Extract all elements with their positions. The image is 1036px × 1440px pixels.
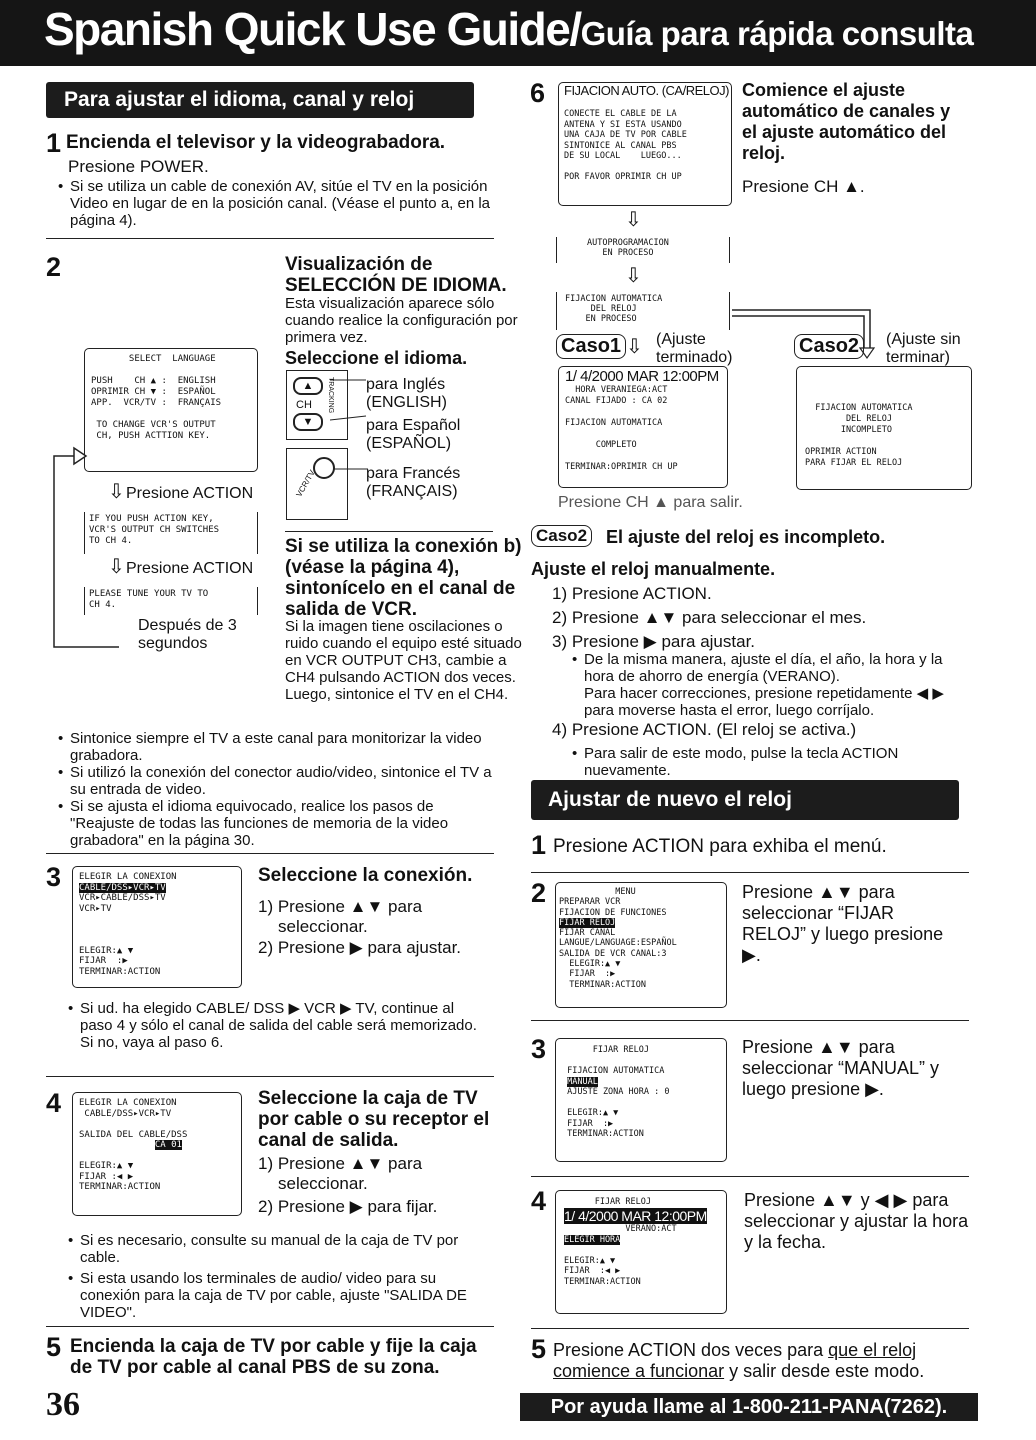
step2-number: 2 <box>46 252 62 282</box>
reset-step5-text-a: Presione ACTION dos veces para <box>553 1340 829 1360</box>
ch-down-button-icon: ▼ <box>293 413 323 431</box>
caso2-osd: FIJACION AUTOMATICA DEL RELOJ INCOMPLETO OPRIMIR ACTION PARA FIJAR EL RELOJ <box>796 366 972 490</box>
step1-note: • Si se utiliza un cable de conexión AV, sitúe el TV en la posición Video en lugar de en la posición canal. (Véase el punto a, en la página 4). <box>58 178 526 229</box>
step2-sub: Seleccione el idioma. <box>285 348 468 368</box>
osd-selected-item: FIJAR RELOJ <box>559 917 616 928</box>
reset-step5-text <box>553 1340 973 1382</box>
reset-step2-number: 2 <box>531 878 547 908</box>
down-arrow-icon: ⇩ <box>108 481 125 503</box>
step6-number: 6 <box>530 78 546 108</box>
divider <box>531 1020 969 1021</box>
manual-step-1: 1) Presione ACTION. <box>552 584 712 603</box>
step4-instruction-1: 1) Presione ▲▼ para seleccionar. <box>258 1154 423 1193</box>
step4-note: • Si es necesario, consulte su manual de la caja de TV por cable. <box>68 1232 478 1266</box>
lang-french: para Francés (FRANÇAIS) <box>366 465 461 500</box>
manual-step-2: 2) Presione ▲▼ para seleccionar el mes. <box>552 608 867 627</box>
divider <box>46 853 494 854</box>
divider <box>46 238 494 239</box>
step3-number: 3 <box>46 862 62 892</box>
ch-up-button-icon: ▲ <box>293 377 323 395</box>
down-arrow-icon: ⇩ <box>626 336 643 358</box>
reset-step4-number: 4 <box>531 1186 547 1216</box>
divider <box>285 531 493 532</box>
osd-clock: 1/ 4/2000 MAR 12:00PM <box>565 368 719 385</box>
osd-line: AJUSTE ZONA HORA : 0 ELEGIR:▲ ▼ FIJAR :▶ TERMINAR:ACTION <box>567 1087 670 1139</box>
caso1-label: (Ajuste terminado) <box>656 331 733 366</box>
action-osd-1: IF YOU PUSH ACTION KEY, VCR'S OUTPUT CH SWITCHES TO CH 4. <box>84 512 258 554</box>
connection-b-title: Si se utiliza la conexión b) (véase la página 4), sintonícelo en el canal de salida de VCR. <box>285 536 522 620</box>
osd-clock: 1/ 4/2000 MAR 12:00PM <box>564 1207 707 1224</box>
step5-number: 5 <box>46 1332 62 1362</box>
callout-lines <box>330 376 370 436</box>
osd-title: FIJACION AUTO. (CA/RELOJ) <box>564 83 729 98</box>
manual-step-3-note: • De la misma manera, ajuste el día, el año, la hora y la hora de ahorro de energía (VERANO). Para hacer correcciones, presione repetidamente ◀ ▶ para moverse hasta el error, luego corríjalo. <box>572 651 972 719</box>
title-main: Spanish Quick Use Guide/ <box>44 3 581 55</box>
reset-step3-text: Presione ▲▼ para seleccionar “MANUAL” y luego presione ▶. <box>742 1037 940 1099</box>
note-item: • Si utilizó la conexión del conector audio/video, sintonice el TV a su entrada de video. <box>58 764 498 798</box>
after-seconds: Después de 3 segundos <box>138 617 237 652</box>
clock-set-osd <box>555 1038 727 1162</box>
step3-instruction-2: 2) Presione ▶ para ajustar. <box>258 938 462 957</box>
press-action-1: Presione ACTION <box>126 485 254 502</box>
auto-set-osd <box>558 82 732 206</box>
reset-step1-number: 1 <box>531 830 547 860</box>
caso2-badge: Caso2 <box>794 334 864 359</box>
osd-line: FIJAR RELOJ <box>564 1197 651 1207</box>
title-sub: Guía para rápida consulta <box>580 15 974 52</box>
vcrtv-label: VCR/TV <box>294 468 317 499</box>
section-band-language: Para ajustar el idioma, canal y reloj <box>46 82 474 118</box>
clock-date-osd <box>555 1190 727 1314</box>
autoprogram-osd: AUTOPROGRAMACION EN PROCESO <box>556 237 730 263</box>
osd-selected-item: MANUAL <box>567 1076 598 1087</box>
divider <box>531 1328 969 1329</box>
tracking-label: TRACKING <box>327 377 334 414</box>
step1-number: 1 <box>46 128 62 158</box>
clock-process-osd: FIJACION AUTOMATICA DEL RELOJ EN PROCESO <box>556 292 730 330</box>
caso1-osd <box>558 366 728 488</box>
connection-osd <box>72 866 242 988</box>
caso1-badge: Caso1 <box>556 334 626 359</box>
ch-label: CH <box>296 399 312 411</box>
divider <box>46 1076 494 1077</box>
reset-step1-text: Presione ACTION para exhiba el menú. <box>553 836 887 857</box>
manual-step-4-note: • Para salir de este modo, pulse la tecla ACTION nuevamente. <box>572 745 902 779</box>
divider <box>531 872 969 873</box>
osd-line: MENU PREPARAR VCR FIJACION DE FUNCIONES <box>559 887 667 918</box>
reset-step3-number: 3 <box>531 1034 547 1064</box>
osd-selected-item: CABLE/DSS▸VCR▸TV <box>79 882 166 893</box>
callout-line <box>334 464 370 474</box>
note-item: • Sintonice siempre el TV a este canal para monitorizar la video grabadora. <box>58 730 498 764</box>
step4-note: • Si esta usando los terminales de audio/ video para su conexión para la caja de TV por cable, ajuste "SALIDA DE VIDEO". <box>68 1270 478 1321</box>
action-osd-2: PLEASE TUNE YOUR TV TO CH 4. <box>84 587 258 615</box>
down-arrow-icon: ⇩ <box>625 209 642 231</box>
step4-title: Seleccione la caja de TV por cable o su receptor el canal de salida. <box>258 1088 490 1151</box>
reset-step4-text: Presione ▲▼ y ◀ ▶ para seleccionar y ajustar la hora y la fecha. <box>744 1190 969 1252</box>
step3-note: • Si ud. ha elegido CABLE/ DSS ▶ VCR ▶ TV, continue al paso 4 y sólo el canal de salida del cable será memorizado. Si no, vaya al paso 6. <box>68 1000 488 1051</box>
osd-body: HORA VERANIEGA:ACT CANAL FIJADO : CA 02 FIJACION AUTOMATICA COMPLETO TERMINAR:OPRIMIR CH UP <box>565 385 678 472</box>
step5-title: Encienda la caja de TV por cable y fije la caja de TV por cable al canal PBS de su zona. <box>70 1336 477 1378</box>
connection-b-text: Si la imagen tiene oscilaciones o ruido cuando el equipo esté situado en VCR OUTPUT CH3, cambie a CH4 pulsando ACTION dos veces. Luego, sintonice el TV en el CH4. <box>285 618 522 703</box>
osd-line: VCR▸CABLE/DSS▸TV VCR▸TV ELEGIR:▲ ▼ FIJAR :▶ TERMINAR:ACTION <box>79 893 166 977</box>
osd-line: ELEGIR LA CONEXION CABLE/DSS▸VCR▸TV SALIDA DEL CABLE/DSS <box>79 1098 188 1140</box>
reset-step5-text-underlined: que el reloj comience a funcionar <box>553 1340 917 1381</box>
cable-output-osd <box>72 1092 242 1216</box>
osd-line: FIJAR RELOJ FIJACION AUTOMATICA <box>567 1045 665 1076</box>
page-number: 36 <box>46 1386 80 1423</box>
manual-step-4: 4) Presione ACTION. (El reloj se activa.) <box>552 720 857 739</box>
down-arrow-icon: ⇩ <box>108 556 125 578</box>
osd-line: ELEGIR LA CONEXION <box>79 872 177 882</box>
reset-step5-number: 5 <box>531 1334 547 1364</box>
down-arrow-icon: ⇩ <box>625 265 642 287</box>
page-title <box>44 2 973 56</box>
osd-body: CONECTE EL CABLE DE LA ANTENA Y SI ESTA USANDO UNA CAJA DE TV POR CABLE SINTONICE AL CANAL PBS DE SU LOCAL LUEGO... POR FAVOR OPRIMIR CH UP <box>564 109 687 182</box>
exit-instruction: Presione CH ▲ para salir. <box>558 494 743 511</box>
lang-english: para Inglés (ENGLISH) <box>366 376 447 411</box>
section-band-reset-clock: Ajustar de nuevo el reloj <box>531 780 959 820</box>
select-language-osd: SELECT LANGUAGE PUSH CH ▲ : ENGLISH OPRIMIR CH ▼ : ESPAÑOL APP. VCR/TV : FRANÇAIS TO CHANGE VCR'S OUTPUT CH, PUSH ACTTION KEY. <box>84 348 258 472</box>
step6-title: Comience el ajuste automático de canales y el ajuste automático del reloj. <box>742 80 951 163</box>
step3-instruction-1: 1) Presione ▲▼ para seleccionar. <box>258 897 423 936</box>
osd-selected-item: CA 01 <box>154 1140 182 1150</box>
caso2-section-badge: Caso2 <box>531 525 592 547</box>
lang-spanish: para Español (ESPAÑOL) <box>366 417 461 452</box>
caso2-section-title: El ajuste del reloj es incompleto. <box>606 527 886 547</box>
press-action-2: Presione ACTION <box>126 560 254 577</box>
step1-text: Presione POWER. <box>68 157 209 176</box>
step4-number: 4 <box>46 1088 62 1118</box>
manual-step-3: 3) Presione ▶ para ajustar. <box>552 632 756 651</box>
step3-title: Seleccione la conexión. <box>258 865 473 886</box>
caso2-label: (Ajuste sin terminar) <box>886 331 961 366</box>
step6-text: Presione CH ▲. <box>742 177 865 196</box>
osd-line: ELEGIR:▲ ▼ FIJAR :◀ ▶ TERMINAR:ACTION <box>79 1161 161 1192</box>
vcrtv-button-icon <box>313 457 335 479</box>
step2-heading: Visualización de SELECCIÓN DE IDIOMA. <box>285 254 507 296</box>
osd-line: VERANO:ACT <box>564 1224 677 1234</box>
step4-instruction-2: 2) Presione ▶ para fijar. <box>258 1197 438 1216</box>
remote-vcrtv-button <box>286 448 348 520</box>
note-item: • Si se ajusta el idioma equivocado, realice los pasos de "Reajuste de todas las funciones de memoria de la video grabadora" en la página 30. <box>58 798 498 849</box>
menu-osd <box>555 882 727 1008</box>
step1-title: Encienda el televisor y la videograbadora. <box>66 132 446 153</box>
osd-selected-item: ELEGIR HORA <box>564 1234 621 1245</box>
divider <box>46 1326 494 1327</box>
manual-clock-subtitle: Ajuste el reloj manualmente. <box>531 559 776 579</box>
step2-desc: Esta visualización aparece sólo cuando realice la configuración por primera vez. <box>285 295 518 346</box>
reset-step5-text-b: y salir desde este modo. <box>724 1361 925 1381</box>
divider <box>531 1176 969 1177</box>
reset-step2-text: Presione ▲▼ para seleccionar “FIJAR RELOJ” y luego presione ▶. <box>742 882 944 965</box>
helpline-footer: Por ayuda llame al 1-800-211-PANA(7262). <box>520 1393 978 1421</box>
osd-line: FIJAR CANAL LANGUE/LANGUAGE:ESPAÑOL SALIDA DE VCR CANAL:3 ELEGIR:▲ ▼ FIJAR :▶ TERMINAR:ACTION <box>559 928 677 990</box>
osd-line: ELEGIR:▲ ▼ FIJAR :◀ ▶ TERMINAR:ACTION <box>564 1255 641 1287</box>
